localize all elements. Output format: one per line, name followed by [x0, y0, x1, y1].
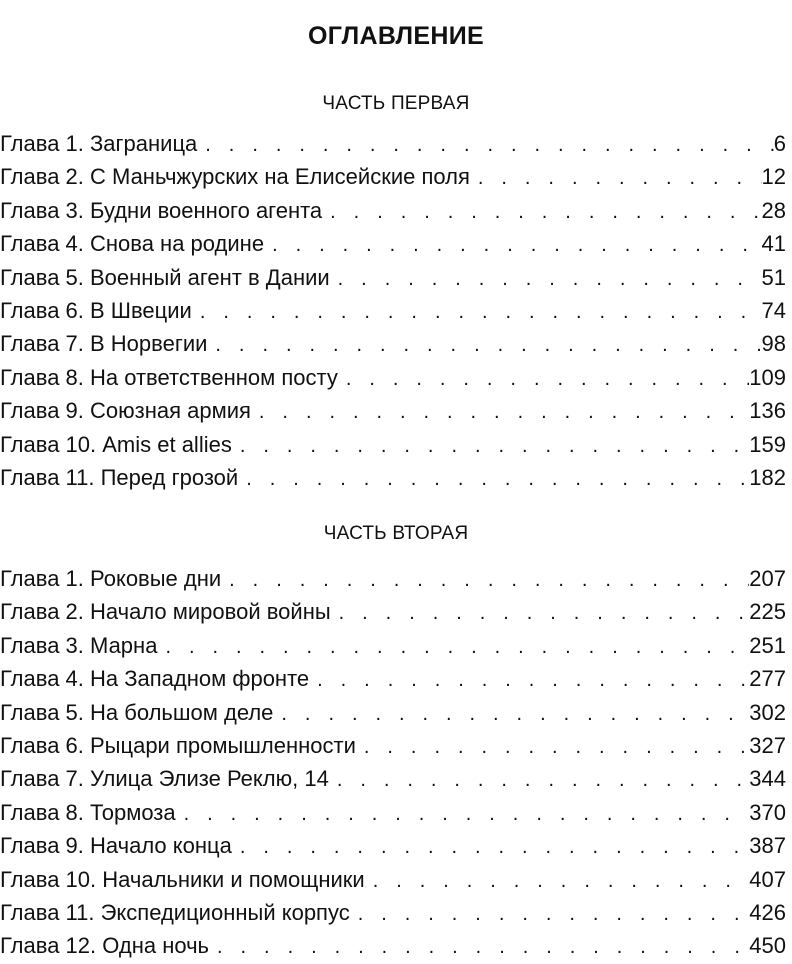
dot-leader [246, 463, 749, 496]
toc-entry-title: Глава 6. Рыцари промышленности [0, 732, 356, 758]
toc-entry-title: Глава 2. С Маньчжурских на Елисейские поля [0, 164, 470, 190]
dot-leader [240, 831, 749, 864]
toc-entry-title: Глава 10. Amis et allies [0, 431, 232, 457]
part-2-entries [0, 562, 786, 963]
toc-entry-page-number: 41 [761, 231, 786, 257]
dot-leader [165, 631, 749, 664]
toc-entry[interactable] [0, 261, 786, 294]
toc-entry[interactable] [0, 595, 786, 628]
toc-entry-page-number: 12 [761, 164, 786, 190]
toc-entry-title: Глава 7. Улица Элизе Реклю, 14 [0, 766, 329, 792]
toc-entry-title: Глава 8. Тормоза [0, 799, 176, 825]
dot-leader [346, 363, 749, 396]
toc-entry-page-number: 327 [749, 732, 786, 758]
toc-entry[interactable] [0, 461, 786, 494]
dot-leader [339, 597, 750, 630]
toc-entry[interactable] [0, 662, 786, 695]
toc-entry-title: Глава 3. Марна [0, 632, 158, 658]
toc-entry-title: Глава 11. Экспедиционный корпус [0, 899, 350, 925]
toc-entry[interactable] [0, 562, 786, 595]
toc-entry[interactable] [0, 796, 786, 829]
toc-entry[interactable] [0, 863, 786, 896]
toc-entry-title: Глава 1. Роковые дни [0, 566, 222, 591]
dot-leader [229, 564, 749, 597]
toc-entry[interactable] [0, 394, 786, 427]
toc-entry-page-number: 98 [761, 331, 786, 357]
toc-entry[interactable] [0, 227, 786, 260]
toc-entry[interactable] [0, 696, 786, 729]
toc-entry-page-number: 225 [749, 599, 786, 625]
toc-entry-title: Глава 2. Начало мировой войны [0, 599, 331, 625]
toc-entry[interactable] [0, 729, 786, 762]
toc-entry-title: Глава 7. В Норвегии [0, 331, 208, 357]
dot-leader [272, 229, 761, 262]
toc-entry-title: Глава 11. Перед грозой [0, 464, 239, 490]
toc-entry-page-number: 407 [749, 866, 786, 892]
toc-entry[interactable] [0, 160, 786, 193]
toc-entry-page-number: 207 [749, 566, 786, 591]
toc-entry-title: Глава 5. На большом деле [0, 699, 274, 725]
dot-leader [184, 798, 750, 831]
toc-entry-page-number: 28 [761, 197, 786, 223]
toc-entry[interactable] [0, 762, 786, 795]
toc-entry[interactable] [0, 428, 786, 461]
toc-entry-page-number: 370 [749, 799, 786, 825]
toc-entry-title: Глава 9. Союзная армия [0, 398, 251, 424]
toc-entry[interactable] [0, 361, 786, 394]
toc-entry-page-number: 302 [749, 699, 786, 725]
toc-entry-title: Глава 9. Начало конца [0, 833, 232, 859]
dot-leader [330, 196, 761, 229]
toc-entry-page-number: 344 [749, 766, 786, 792]
toc-entry[interactable] [0, 629, 786, 662]
dot-leader [281, 698, 749, 731]
dot-leader [240, 430, 749, 463]
dot-leader [205, 129, 773, 162]
toc-entry-title: Глава 4. На Западном фронте [0, 666, 310, 692]
toc-entry-title: Глава 1. Заграница [0, 131, 198, 156]
toc-entry-page-number: 109 [749, 364, 786, 390]
dot-leader [337, 764, 749, 797]
toc-entry-title: Глава 12. Одна ночь [0, 933, 210, 959]
page-title: ОГЛАВЛЕНИЕ [308, 21, 484, 50]
toc-entry[interactable] [0, 294, 786, 327]
dot-leader [215, 329, 761, 362]
toc-entry-page-number: 136 [749, 398, 786, 424]
toc-entry-page-number: 277 [749, 666, 786, 692]
dot-leader [364, 731, 749, 764]
dot-leader [259, 396, 749, 429]
dot-leader [200, 296, 762, 329]
toc-entry-page-number: 182 [749, 464, 786, 490]
toc-entry-title: Глава 8. На ответственном посту [0, 364, 338, 390]
toc-entry-title: Глава 5. Военный агент в Дании [0, 264, 330, 290]
dot-leader [478, 162, 762, 195]
toc-entry-page-number: 159 [749, 431, 786, 457]
dot-leader [217, 931, 749, 964]
toc-entry[interactable] [0, 929, 786, 962]
toc-entry-title: Глава 4. Снова на родине [0, 231, 265, 257]
part-2-heading: ЧАСТЬ ВТОРАЯ [323, 523, 469, 544]
toc-entry-page-number: 251 [749, 632, 786, 658]
toc-entry-title: Глава 10. Начальники и помощники [0, 866, 365, 892]
toc-entry-page-number: 74 [761, 297, 786, 323]
toc-entry[interactable] [0, 194, 786, 227]
dot-leader [373, 865, 750, 898]
toc-entry[interactable] [0, 127, 786, 160]
toc-entry-page-number: 426 [749, 899, 786, 925]
dot-leader [317, 664, 749, 697]
part-1-entries [0, 127, 786, 494]
toc-entry-title: Глава 6. В Швеции [0, 297, 192, 323]
toc-entry-page-number: 51 [761, 264, 786, 290]
toc-entry[interactable] [0, 829, 786, 862]
toc-entry-title: Глава 3. Будни военного агента [0, 197, 323, 223]
part-1-heading: ЧАСТЬ ПЕРВАЯ [322, 93, 470, 114]
dot-leader [358, 898, 750, 931]
toc-entry[interactable] [0, 327, 786, 360]
toc-entry-page-number: 450 [749, 933, 786, 959]
toc-entry-page-number: 6 [773, 131, 786, 156]
toc-entry[interactable] [0, 896, 786, 929]
toc-entry-page-number: 387 [749, 833, 786, 859]
dot-leader [338, 263, 762, 296]
